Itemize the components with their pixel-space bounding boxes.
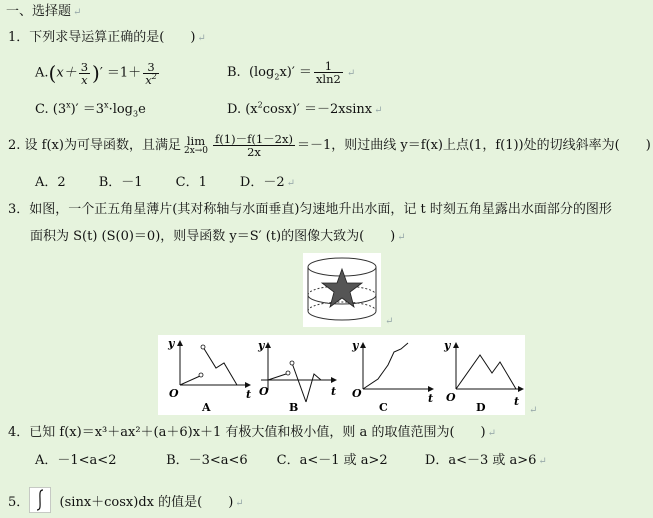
q1-option-b: B. $(\log_2x)'$ ＝ $\frac{1}{xln2}$ ↵: [227, 59, 356, 86]
graph-c-origin: O: [352, 387, 362, 400]
graph-c-label: C: [379, 401, 388, 414]
graph-a-origin: O: [169, 387, 179, 400]
star-shape: [322, 269, 362, 307]
answer-graphs: [158, 335, 525, 415]
graph-c-y-label: y: [352, 339, 359, 352]
q4-options: A．－1<a<2 B．－3<a<6 C．a<－1 或 a>2 D．a<－3 或 a>6 ↵: [35, 453, 547, 468]
graph-a-t-label: t: [246, 388, 252, 401]
graph-b-origin: O: [259, 385, 269, 398]
q4-stem: 4．已知 f(x)＝x³＋ax²＋(a＋6)x＋1 有极大值和极小值，则 a 的取值范围为( ) ↵: [8, 425, 496, 440]
q2-options: A．2 B．－1 C．1 D．－2 ↵: [35, 175, 295, 190]
graph-d-origin: O: [446, 391, 456, 404]
section-title: 一、选择题 ↵: [6, 4, 82, 19]
q1-option-c: C. $(3^x)' =3^x\cdot\log_3e$: [35, 100, 146, 119]
figure-return-mark: ↵: [385, 316, 394, 327]
graph-a-label: A: [202, 401, 211, 414]
graph-b-y-label: y: [258, 339, 265, 352]
q1-stem: 1．下列求导运算正确的是( ) ↵: [8, 30, 206, 45]
graph-d-t-label: t: [514, 395, 520, 408]
graph-a-y-label: y: [168, 337, 175, 350]
graph-d: [443, 339, 523, 414]
integral-sign-icon: [29, 487, 51, 507]
q3-line1: 3．如图，一个正五角星薄片(其对称轴与水面垂直)匀速地升出水面，记 t 时刻五角星露出水面部分的图形: [8, 202, 612, 217]
graph-c-t-label: t: [428, 392, 434, 405]
graph-d-y-label: y: [444, 339, 451, 352]
graph-b: [257, 339, 336, 414]
q3-line2: 面积为 S(t) (S(0)＝0)，则导函数 y＝S′ (t)的图像大致为( ) ↵: [30, 229, 406, 244]
q5-stem: 5． (sinx＋cosx)dx 的值是( ) ↵: [8, 495, 244, 515]
star-cylinder-figure: [303, 253, 381, 327]
graph-d-label: D: [476, 401, 486, 414]
graph-a: [167, 337, 251, 414]
graph-c: [351, 339, 433, 414]
graph-b-t-label: t: [331, 385, 337, 398]
q2-stem: 2. 设 f(x)为可导函数，且满足 lim 2x→0 $\frac{f(1)-f(1-2x)}{2x}$ ＝－1，则过曲线 y＝f(x)上点(1，f(1))处的切线斜率为( ): [8, 132, 651, 159]
graph-b-label: B: [289, 401, 299, 414]
q1-option-d: D. $(x^2\cos x)' =-2xsinx$ ↵: [227, 100, 383, 117]
q1-option-a: A.(x＋ $\frac{3}{x}$ )′ ＝1＋ $\frac{3}{x^2}$: [35, 59, 157, 87]
graphs-return-mark: ↵: [529, 405, 538, 416]
